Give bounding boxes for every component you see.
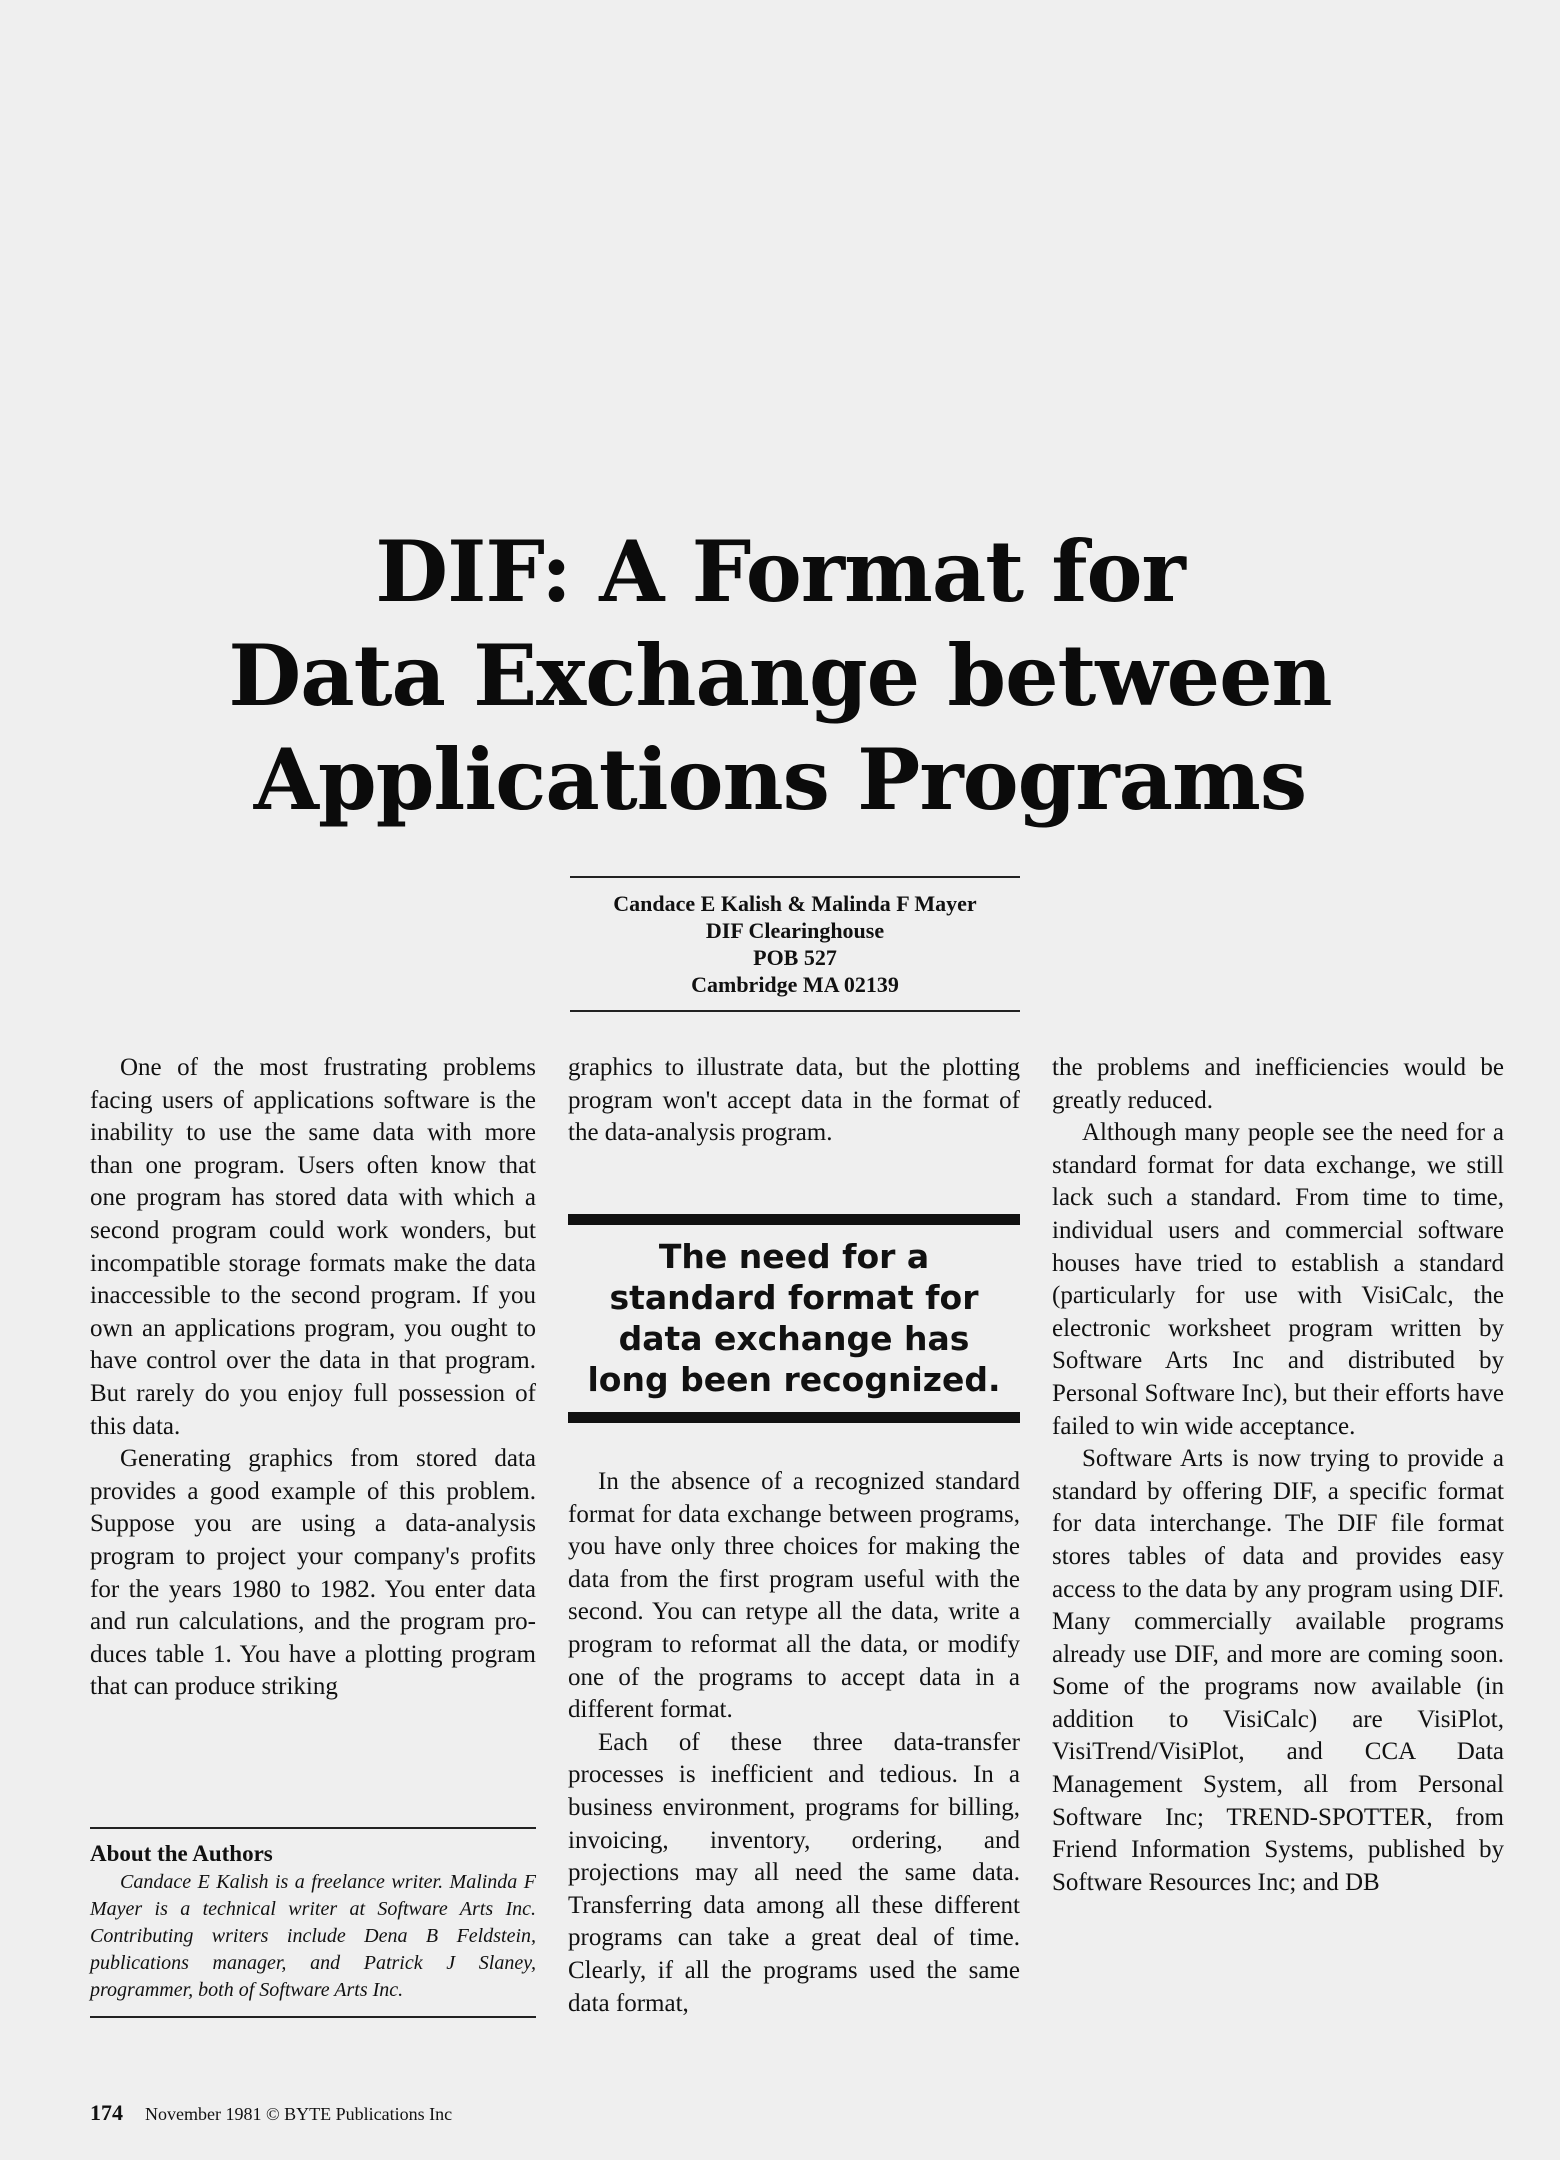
column-2-top	[568, 1052, 1020, 1150]
about-body: Candace E Kalish is a freelance writer. Malinda F Mayer is a technical writer at Software Arts Inc. Contributing writers include Dena B Feldstein, publications manager, and Patrick J Slaney, programmer, both of Software Arts Inc.	[90, 1871, 536, 2001]
pull-quote-line-4: long been recognized.	[587, 1360, 1001, 1399]
col2-paragraph-1: In the absence of a recognized standard format for data exchange between programs, you have only three choices for making the data from the first program useful with the second. You can retype all the data, write a program to reformat all the data, or modify one of the programs to accept data in a different format.	[568, 1468, 1020, 1724]
col3-paragraph-1: Although many people see the need for a standard format for data exchange, we still lack such a standard. From time to time, individual users and commercial software houses have tried to establish a standard (particularly for use with VisiCalc, the electronic worksheet program written by Software Arts Inc and distributed by Personal Software Inc), but their efforts have failed to win wide acceptance.	[1052, 1119, 1504, 1440]
about-heading: About the Authors	[90, 1841, 273, 1866]
pull-quote-line-1: The need for a	[658, 1237, 930, 1276]
pull-quote-bottom-rule	[568, 1412, 1020, 1423]
title-line-1: DIF: A Format for	[375, 522, 1185, 621]
col3-paragraph-2: Software Arts is now trying to provide a standard by offering DIF, a specific format for data interchange. The DIF file format stores tables of data and provides easy access to the data by any program using DIF. Many commercially available programs already use DIF, and more are coming soon. Some of the programs now available (in addition to VisiCalc) are VisiPlot, VisiTrend/VisiPlot, and CCA Data Management System, all from Personal Software Inc; TREND-SPOTTER, from Friend Information Systems, published by Software Resources Inc; and DB	[1052, 1445, 1504, 1896]
title-line-2: Data Exchange between	[228, 626, 1332, 725]
column-3	[1052, 1052, 1504, 1899]
byline-pob: POB 527	[753, 945, 837, 970]
col1-paragraph-2: Generating graphics from stored data provides a good example of this problem. Suppose you are using a data-analysis program to project your company's profits for the years 1980 to 1982. You enter data and run calculations, and the program produces table 1. You have a plotting program that can produce striking	[90, 1445, 536, 1701]
about-the-authors	[90, 1827, 536, 2018]
publication-line: November 1981 © BYTE Publications Inc	[145, 2104, 453, 2124]
pull-quote	[568, 1214, 1020, 1422]
page-number: 174	[90, 2100, 123, 2125]
article-title	[0, 520, 1560, 832]
byline	[570, 876, 1020, 1012]
page-footer	[90, 2100, 452, 2126]
byline-authors: Candace E Kalish & Malinda F Mayer	[613, 891, 977, 916]
col2-paragraph-2: Each of these three data-transfer processes is inefficient and tedious. In a business environment, programs for billing, invoicing, inventory, ordering, and projections may all need the same data. Transferring data among all these different programs can take a great deal of time. Clearly, if all the programs used the same data format,	[568, 1728, 1020, 2017]
byline-org: DIF Clearinghouse	[705, 918, 885, 943]
byline-city: Cambridge MA 02139	[691, 972, 899, 997]
title-line-3: Applications Programs	[253, 730, 1307, 829]
pull-quote-line-2: standard format for	[609, 1278, 979, 1317]
col1-paragraph-1: One of the most frustrating problems facing users of applications software is the inability to use the same data with more than one program. Users often know that one program has stored data with which a second program could work wonders, but incompatible storage formats make the data inaccessible to the second program. If you own an applications program, you ought to have control over the data in that program. But rarely do you enjoy full possession of this data.	[90, 1054, 536, 1440]
col2-paragraph-continued: graphics to illustrate data, but the plotting program won't accept data in the format of the data-analysis program.	[568, 1054, 1020, 1147]
pull-quote-top-rule	[568, 1214, 1020, 1225]
column-2-bottom	[568, 1466, 1020, 2020]
column-1	[90, 1052, 536, 1704]
pull-quote-line-3: data exchange has	[618, 1319, 970, 1358]
pull-quote-text	[568, 1236, 1020, 1400]
col3-paragraph-continued: the problems and inefficiencies would be greatly reduced.	[1052, 1054, 1504, 1114]
